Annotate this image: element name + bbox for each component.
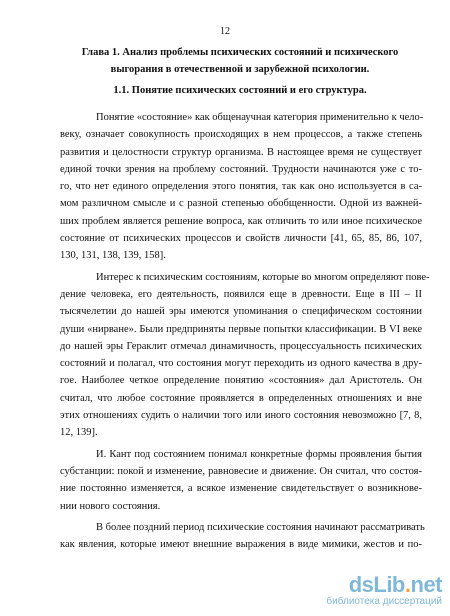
watermark-logo-dot: .	[404, 572, 411, 597]
text-line: развития и целостности структур организма. В настоящее время не существует	[60, 146, 422, 158]
chapter-title-line: выгорания в отечественной и зарубежной психологии.	[110, 64, 370, 75]
text-line: единой точки зрения на проблему состояний. Трудности начинаются уже с то-	[60, 163, 422, 175]
text-line: ние постоянно изменяется, а всякое изменение свидетельствует о возникнове-	[60, 483, 422, 495]
paragraph	[60, 269, 430, 442]
text-line: этих отношениях судить о наличии того или иного состояния невозможно [7, 8,	[60, 410, 422, 422]
text-line: как явления, которые имеют внешние выражения в виде мимики, жестов и по-	[60, 539, 422, 551]
body-text	[60, 109, 430, 557]
text-line: 130, 131, 138, 139, 158].	[60, 250, 166, 262]
dslib-watermark	[292, 572, 442, 610]
watermark-logo-tld: net	[410, 572, 442, 597]
text-line: Интерес к психическим состояниям, которые во многом определяют пове-	[96, 271, 430, 283]
text-line: гое. Наиболее четкое определение понятию «состояния» дал Аристотель. Он	[60, 375, 422, 387]
text-line: В более поздний период психические состояния начинают рассматривать	[96, 521, 425, 533]
text-line: до нашей эры Гераклит отмечал динамичность, процессуальность психических	[60, 340, 422, 352]
text-line: го, что нет единого определения этого понятия, так как оно используется в са-	[60, 181, 422, 193]
text-line: тысячелетии до нашей эры имеются упоминания о специфическом состоянии	[60, 306, 422, 318]
text-line: мом различном смысле и с разной степенью обобщенности. Одной из важней-	[60, 198, 422, 210]
text-line: состояние от психических процессов и свойств личности [41, 65, 85, 86, 107,	[60, 233, 422, 245]
chapter-title-line: Глава 1. Анализ проблемы психических состояний и психического	[81, 47, 399, 58]
paragraph	[60, 446, 422, 515]
text-line: дение человека, его деятельность, появился еще в древности. Еще в III – II	[60, 288, 422, 300]
text-line: нии нового состояния.	[60, 500, 161, 512]
text-line: И. Кант под состоянием понимал конкретные формы проявления бытия	[96, 448, 422, 460]
text-line: Понятие «состояние» как общенаучная категория применительно к чело-	[96, 112, 424, 123]
text-line: субстанции: покой и изменение, равновесие и движение. Он считал, что состоя-	[60, 465, 422, 477]
section-title: 1.1. Понятие психических состояний и его структура.	[113, 85, 367, 96]
text-line: души «нирване». Были предприняты первые попытки классификации. В VI веке	[60, 323, 422, 335]
watermark-logo-main: dsLib	[348, 572, 405, 597]
text-line: 12, 139].	[60, 427, 98, 439]
text-line: ших проблем является решение вопроса, как отличить то или иное психическое	[60, 215, 422, 227]
paragraph	[60, 519, 425, 554]
chapter-title	[60, 44, 420, 78]
text-line: веку, означает совокупность происходящих в нем процессов, а также степень	[60, 129, 422, 141]
page-number: 12	[220, 26, 230, 37]
watermark-logo	[349, 572, 442, 598]
watermark-subtitle: библиотека диссертаций	[326, 596, 442, 607]
text-line: считал, что любое состояние проявляется в определенных отношениях и вне	[60, 392, 422, 404]
paragraph	[60, 109, 422, 265]
text-line: состояний и полагал, что состояния могут переходить из одного качества в дру-	[60, 358, 422, 370]
